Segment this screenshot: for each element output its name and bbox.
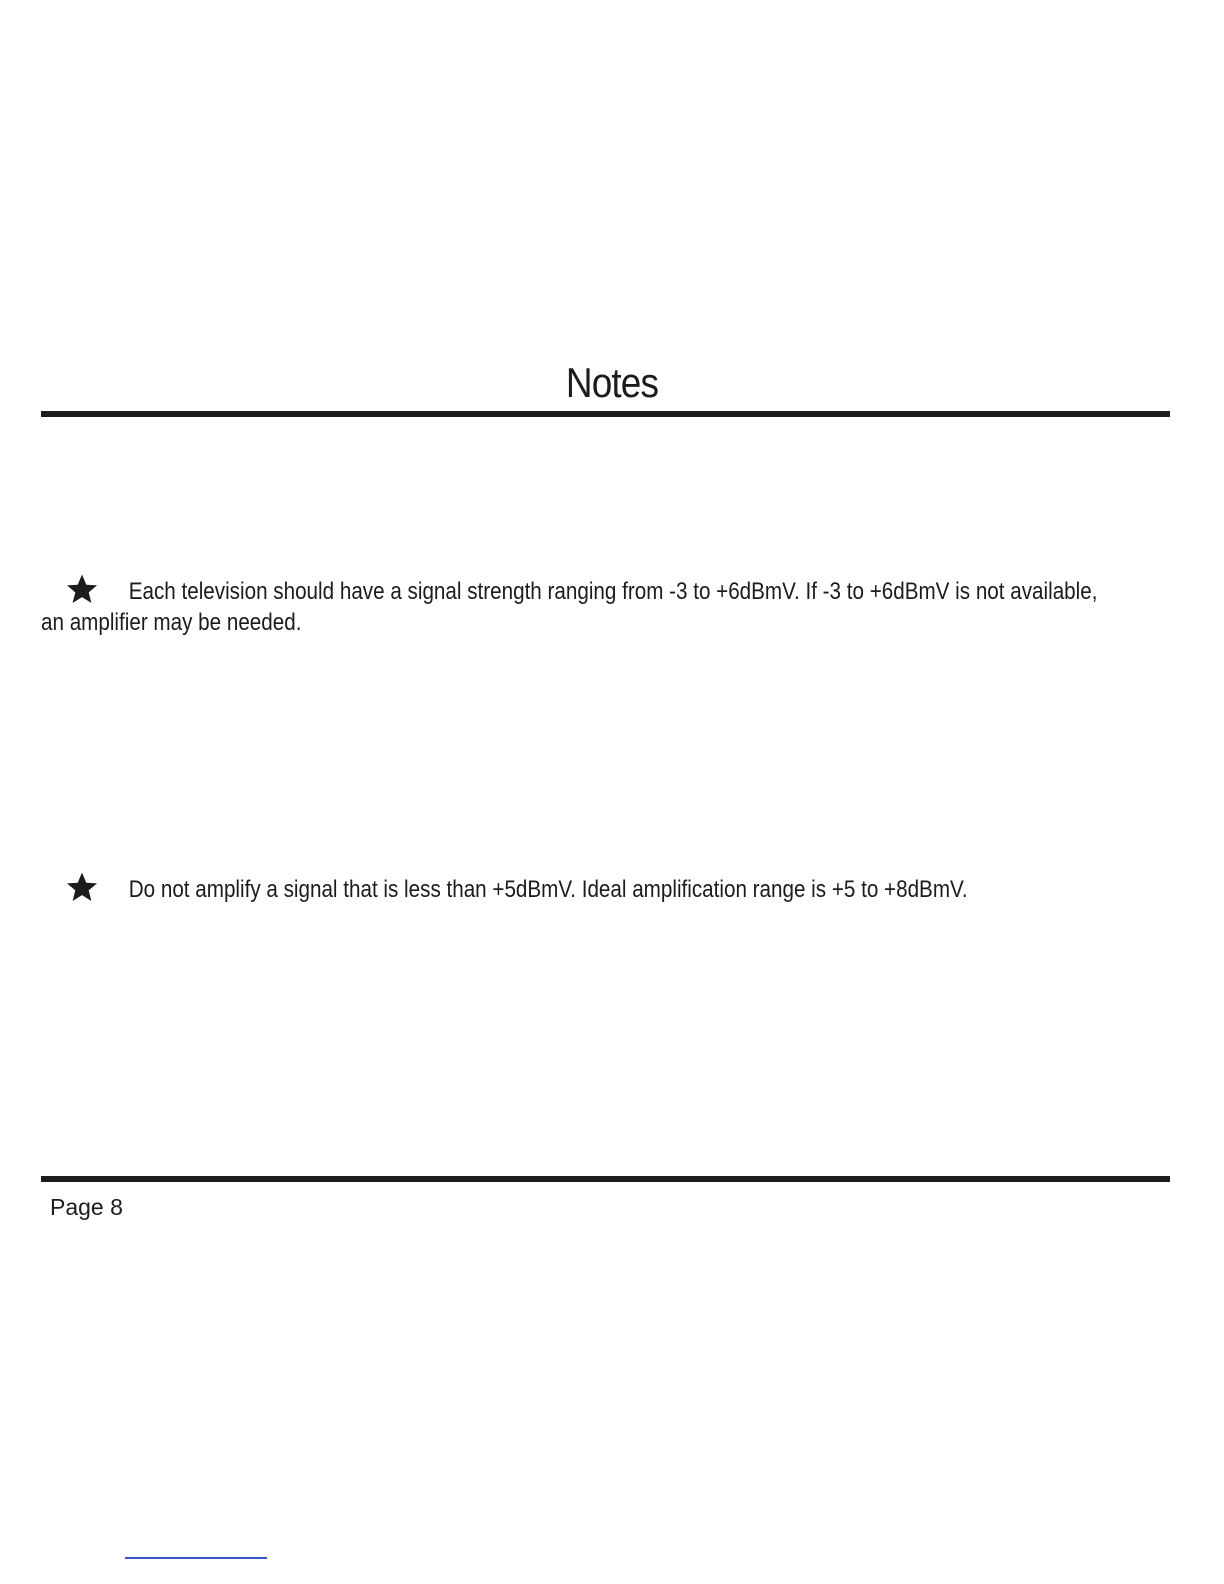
page-title: Notes [565, 359, 659, 406]
note-text-line: Do not amplify a signal that is less than +5dBmV. Ideal amplification range is +5 to +8dBmV. [128, 876, 968, 903]
note-text-line: Each television should have a signal strength ranging from -3 to +6dBmV. If -3 to +6dBmV is not available, [128, 578, 1098, 605]
footer-divider [41, 1176, 1170, 1182]
header-divider [41, 411, 1170, 417]
note-item [41, 874, 996, 905]
link-underline [125, 1557, 267, 1559]
page-number: Page 8 [50, 1194, 123, 1220]
note-item [41, 576, 1098, 638]
note-text-line: an amplifier may be needed. [41, 609, 302, 636]
